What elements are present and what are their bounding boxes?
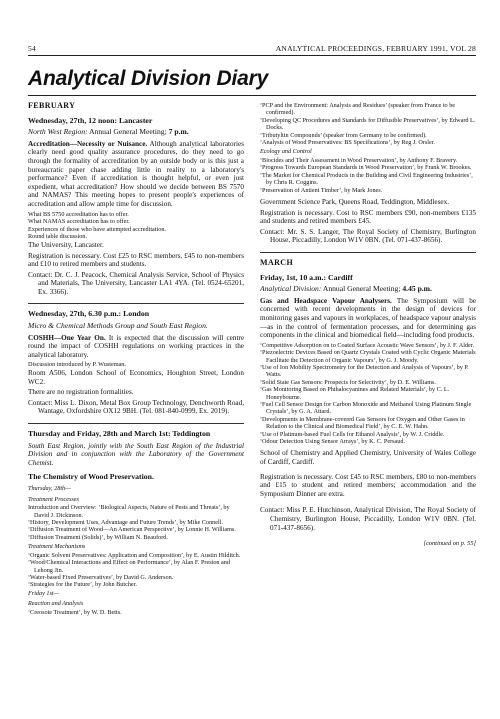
right-column <box>260 102 476 620</box>
event-description: Gas and Headspace Vapour Analysers. The Symposium will be concerned with recent developments in the design of devices for monitoring gases and vapours in workplaces, of headspace vapour analysis—as in the control of fermentation processes, and for determining gas components in the clinical and biomedical field—including food products. <box>260 296 476 340</box>
talk-item: ‘Odour Detection Using Sensor Arrays’, by K. C. Persaud. <box>260 438 406 446</box>
event-description: Accreditation—Necessity or Nuisance. Although analytical laboratories clearly need good quality assurance procedures, do they need to go through the formality of accreditation by an outside body or is this just a bureaucratic paper chase adding little in reality to a laboratory's performance? Even if accreditation is thought helpful, or even just expedient, what accreditation? How should we decide between BS 7570 and NAMAS? This meeting hopes to present people's experiences of accreditation and allow ample time for discussion. <box>28 139 245 208</box>
page-title: Analytical Division Diary <box>28 67 269 90</box>
event-heading: Wednesday, 27th, 6.30 p.m.: London <box>28 309 150 319</box>
talk-item: ‘Developments in Membrane-covered Gas Sensors for Oxygen and Other Gases in Relation to the Clinical and Biomedical Field’, by C. E. W. Hahn. <box>260 415 465 431</box>
talk-item: ‘Strategies for the Future’, by John Butcher. <box>28 581 137 589</box>
journal-citation: ANALYTICAL PROCEEDINGS, FEBRUARY 1991, VOL 28 <box>275 44 476 53</box>
event-cardiff <box>260 274 476 533</box>
event-venue: School of Chemistry and Applied Chemistry, University of Wales College of Cardiff, Cardiff. <box>260 449 476 467</box>
event-contact: Contact: Dr. C. J. Peacock, Chemical Analysis Service, School of Physics and Materials, The University, Lancaster LA1 4YA. (Tel. 0524-65201, Ex. 3366). <box>28 270 244 296</box>
event-contact: Contact: Miss P. E. Hutchinson, Analytical Division, The Royal Society of Chemistry, Burlington House, Piccadilly, London W1V 0BN. (Tel. 071-437-8656). <box>260 506 476 532</box>
event-venue: Government Science Park, Queens Road, Teddington, Middlesex. <box>260 198 449 207</box>
talk-item: ‘Developing QC Procedures and Standards for Diffusible Preservatives’, by Edward L. Docks. <box>260 116 476 132</box>
talk-item: ‘Competitive Adsorption on to Coated Surface Acoustic Wave Sensors’, by J. F. Alder. <box>260 341 475 349</box>
event-heading: Thursday and Friday, 28th and March 1st: Teddington <box>28 429 211 438</box>
programme-day: Friday 1st— <box>28 589 60 597</box>
talk-item: ‘Preservation of Antient Timber’, by Mark Jones. <box>260 186 383 194</box>
talk-item: ‘Gas Monitoring Based on Phthalocyanines and Related Materials’, by C. L. Honeybourne. <box>260 386 450 401</box>
event-london <box>28 310 244 416</box>
event-registration: There are no registration formalities. <box>28 388 134 397</box>
month-heading-march: MARCH <box>260 258 294 268</box>
header-rule <box>28 55 476 56</box>
session-heading: Treatment Processes <box>28 495 79 503</box>
left-column <box>28 102 244 620</box>
talk-item: ‘Wood/Chemical Interactions and Effect on Performance’, by Alan F. Preston and Lehong Jin. <box>28 559 230 574</box>
talk-item: ‘Creosote Treatment’, by W. D. Betts. <box>28 609 122 616</box>
running-header <box>28 44 476 53</box>
talk-item: ‘The Market for Chemical Products in the Building and Civil Engineering Industries’, by Chris R. Coggins. <box>260 171 473 187</box>
session-heading: Reaction and Analysis <box>28 600 84 608</box>
talk-item: ‘Progress Towards European Standards in Wood Preservation’, by Frank W. Brookes. <box>260 164 472 172</box>
talk-item: Introduction and Overview: ‘Biological Aspects, Nature of Pests and Threats’, by David J. Dickinson. <box>28 504 230 519</box>
talk-item: ‘Use of Platinum-based Fuel Cells for Ethanol Analysis’, by W. J. Criddle. <box>260 430 445 438</box>
session-heading: Ecology and Control <box>260 148 312 156</box>
columns <box>28 102 476 620</box>
talk-item: ‘Analysis of Wood Preservatives: BS Specifications’, by Reg J. Orsler. <box>260 139 436 147</box>
talk-item: ‘History, Development Uses, Advantage and Future Trends’, by Mike Connell. <box>28 518 223 526</box>
event-contact: Contact: Miss L. Dixon, Metal Box Group Technology, Denchworth Road, Wantage, Oxfordshire OX12 9BH. (Tel. 081-840-0999, Ex. 2019). <box>28 398 244 416</box>
event-heading: Wednesday, 27th, 12 noon: Lancaster <box>28 115 153 125</box>
divider <box>260 252 476 253</box>
talk-item: ‘Solid State Gas Sensors: Prospects for Selectivity’, by D. E. Williams. <box>260 378 436 386</box>
event-registration: Registration is necessary. Cost £45 to RSC members, £80 to non-members and £15 to student and retired members; accommodation and the Symposium Dinner are extra. <box>260 472 476 498</box>
event-teddington <box>28 430 244 616</box>
talk-item: ‘Fuel Cell Sensor Design for Carbon Monoxide and Methanol Using Platinum Single Crystals’, by G. A. Attard. <box>260 401 472 416</box>
page <box>28 44 476 620</box>
event-organiser: Micro & Chemical Methods Group and South East Region. <box>28 321 208 331</box>
programme-day: Thursday, 28th— <box>28 484 71 492</box>
talk-item: ‘Diffusion Treatment of Wood—An American Perspective’, by Lonnie H. Williams. <box>28 526 236 534</box>
event-venue: Room A506, London School of Economics, Houghton Street, London WC2. <box>28 369 244 386</box>
event-heading: Friday, 1st, 10 a.m.: Cardiff <box>260 272 353 282</box>
title-rule <box>28 95 476 96</box>
page-number: 54 <box>28 44 36 53</box>
talk-item: ‘Biocides and Their Assessment in Wood Preservation’, by Anthony F. Bravery. <box>260 157 458 165</box>
month-heading-february: FEBRUARY <box>28 101 76 110</box>
event-lancaster <box>28 117 244 297</box>
talk-item: ‘Use of Ion Mobility Spectrometry for the Detection and Analysis of Vapours’, by P. Watts. <box>260 364 469 379</box>
programme-note: Discussion introduced by P. Wusteman. <box>28 361 126 369</box>
talk-item: ‘PCP and the Environment: Analysis and Residues’ (speaker from France to be confirmed). <box>260 102 456 117</box>
event-registration: Registration is necessary. Cost to RSC members £90, non-members £135 and students and retired members £45. <box>260 208 476 226</box>
symposium-title: The Chemistry of Wood Preservation. <box>28 472 154 482</box>
programme-note: Experiences of those who have attempted accreditation. <box>28 225 166 233</box>
talk-item: ‘Tributyltin Compounds’ (speaker from Germany to be confirmed). <box>260 131 427 139</box>
talk-item: ‘Organic Solvent Preservatives: Application and Composition’, by E. Austin Hilditch. <box>28 551 241 559</box>
event-venue: The University, Lancaster. <box>28 240 104 249</box>
event-contact: Contact: Mr. S. S. Langer, The Royal Society of Chemistry, Burlington House, Piccadilly, London W1V 0BN. (Tel. 071-437-8656). <box>260 227 476 245</box>
event-organiser: Analytical Division: Annual General Meeting; 4.45 p.m. <box>260 284 432 294</box>
session-heading: Treatment Mechanisms <box>28 543 86 551</box>
event-organiser: South East Region, jointly with the South East Region of the Industrial Division and in conjunction with the Laboratory of the Government Chemist. <box>28 441 244 467</box>
event-organiser: North West Region: Annual General Meeting; 7 p.m. <box>28 127 189 137</box>
event-registration: Registration is necessary. Cost £25 to RSC members, £45 to non-members and £10 to retired members and students. <box>28 251 244 269</box>
event-description: COSHH—One Year On. It is expected that the discussion will centre round the impact of COSHH regulations on working practices in the analytical laboratory. <box>28 333 245 359</box>
divider <box>28 303 244 304</box>
talk-item: ‘Diffusion Treatment (Solids)’, by William N. Beauford. <box>28 533 168 541</box>
programme-note: Round table discussion. <box>28 233 87 241</box>
programme-note: What BS 5750 accreditation has to offer. <box>28 210 129 218</box>
continued-note: [continued on p. 55] <box>423 540 476 548</box>
divider <box>28 423 244 424</box>
programme-note: What NAMAS accreditation has to offer. <box>28 218 130 226</box>
talk-item: ‘Water-based Fixed Preservatives’, by David G. Anderson. <box>28 574 174 581</box>
talk-item: ‘Piezoelectric Devices Based on Quartz Crystals Coated with Cyclic Organic Materials Facilitate the Detection of Organic Vapours’, by G. J. Moody. <box>260 349 476 364</box>
